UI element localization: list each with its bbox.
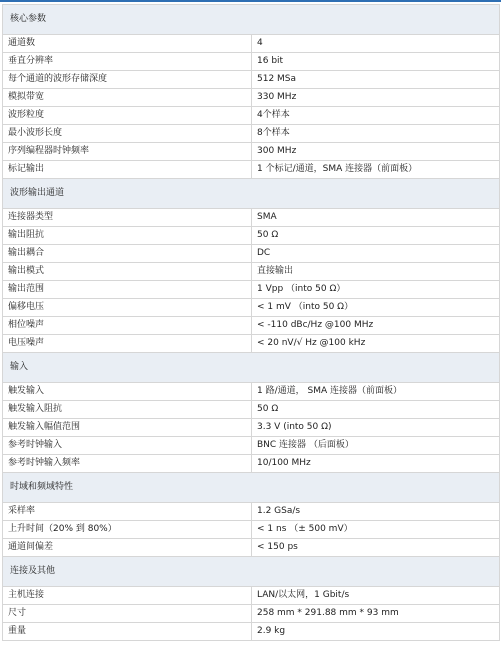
section-title: 时域和频域特性 [3,473,500,503]
param-name: 通道数 [3,35,252,53]
spec-row [3,53,500,71]
param-value: 50 Ω [252,227,500,245]
spec-row [3,125,500,143]
spec-row [3,35,500,53]
param-value: DC [252,245,500,263]
section-title: 核心参数 [3,5,500,35]
param-value: 2.9 kg [252,623,500,641]
param-name: 输出阻抗 [3,227,252,245]
param-name: 参考时钟输入频率 [3,455,252,473]
spec-row [3,281,500,299]
spec-row [3,245,500,263]
param-name: 模拟带宽 [3,89,252,107]
spec-row [3,455,500,473]
param-value: LAN/以太网，1 Gbit/s [252,587,500,605]
param-value: 1.2 GSa/s [252,503,500,521]
param-name: 偏移电压 [3,299,252,317]
param-value: 1 Vpp （into 50 Ω） [252,281,500,299]
param-name: 触发输入幅值范围 [3,419,252,437]
section-title: 波形输出通道 [3,179,500,209]
spec-table [2,4,500,641]
spec-row [3,263,500,281]
spec-row [3,437,500,455]
param-name: 主机连接 [3,587,252,605]
param-value: 10/100 MHz [252,455,500,473]
param-name: 垂直分辨率 [3,53,252,71]
param-name: 上升时间（20% 到 80%） [3,521,252,539]
param-name: 通道间偏差 [3,539,252,557]
param-value: 258 mm * 291.88 mm * 93 mm [252,605,500,623]
param-value: < 20 nV/√ Hz @100 kHz [252,335,500,353]
param-value: < 1 ns （± 500 mV） [252,521,500,539]
spec-row [3,623,500,641]
section-header [3,473,500,503]
spec-row [3,227,500,245]
spec-row [3,539,500,557]
param-name: 采样率 [3,503,252,521]
param-value: < 150 ps [252,539,500,557]
param-name: 参考时钟输入 [3,437,252,455]
spec-row [3,209,500,227]
param-name: 输出耦合 [3,245,252,263]
spec-row [3,521,500,539]
section-title: 连接及其他 [3,557,500,587]
spec-row [3,419,500,437]
param-name: 每个通道的波形存储深度 [3,71,252,89]
param-value: < 1 mV （into 50 Ω） [252,299,500,317]
param-value: 8个样本 [252,125,500,143]
section-title: 输入 [3,353,500,383]
param-value: 3.3 V (into 50 Ω) [252,419,500,437]
section-header [3,179,500,209]
param-name: 触发输入阻抗 [3,401,252,419]
param-value: 直接输出 [252,263,500,281]
param-value: < -110 dBc/Hz @100 MHz [252,317,500,335]
param-value: SMA [252,209,500,227]
spec-row [3,71,500,89]
param-name: 波形粒度 [3,107,252,125]
param-name: 触发输入 [3,383,252,401]
param-name: 电压噪声 [3,335,252,353]
param-name: 连接器类型 [3,209,252,227]
spec-row [3,605,500,623]
param-value: 50 Ω [252,401,500,419]
section-header [3,5,500,35]
spec-row [3,383,500,401]
param-name: 序列编程器时钟频率 [3,143,252,161]
top-accent-line [0,0,501,2]
param-name: 输出模式 [3,263,252,281]
param-name: 标记输出 [3,161,252,179]
spec-row [3,107,500,125]
spec-row [3,161,500,179]
spec-row [3,143,500,161]
param-name: 尺寸 [3,605,252,623]
spec-row [3,587,500,605]
param-value: 512 MSa [252,71,500,89]
param-value: 330 MHz [252,89,500,107]
section-header [3,557,500,587]
param-name: 重量 [3,623,252,641]
param-value: 1 个标记/通道，SMA 连接器（前面板） [252,161,500,179]
spec-row [3,335,500,353]
param-value: 4个样本 [252,107,500,125]
section-header [3,353,500,383]
param-value: 300 MHz [252,143,500,161]
spec-row [3,89,500,107]
spec-row [3,503,500,521]
param-name: 相位噪声 [3,317,252,335]
param-value: 1 路/通道， SMA 连接器（前面板） [252,383,500,401]
param-name: 最小波形长度 [3,125,252,143]
spec-row [3,401,500,419]
param-value: 16 bit [252,53,500,71]
param-name: 输出范围 [3,281,252,299]
param-value: BNC 连接器 （后面板） [252,437,500,455]
param-value: 4 [252,35,500,53]
spec-row [3,299,500,317]
spec-row [3,317,500,335]
